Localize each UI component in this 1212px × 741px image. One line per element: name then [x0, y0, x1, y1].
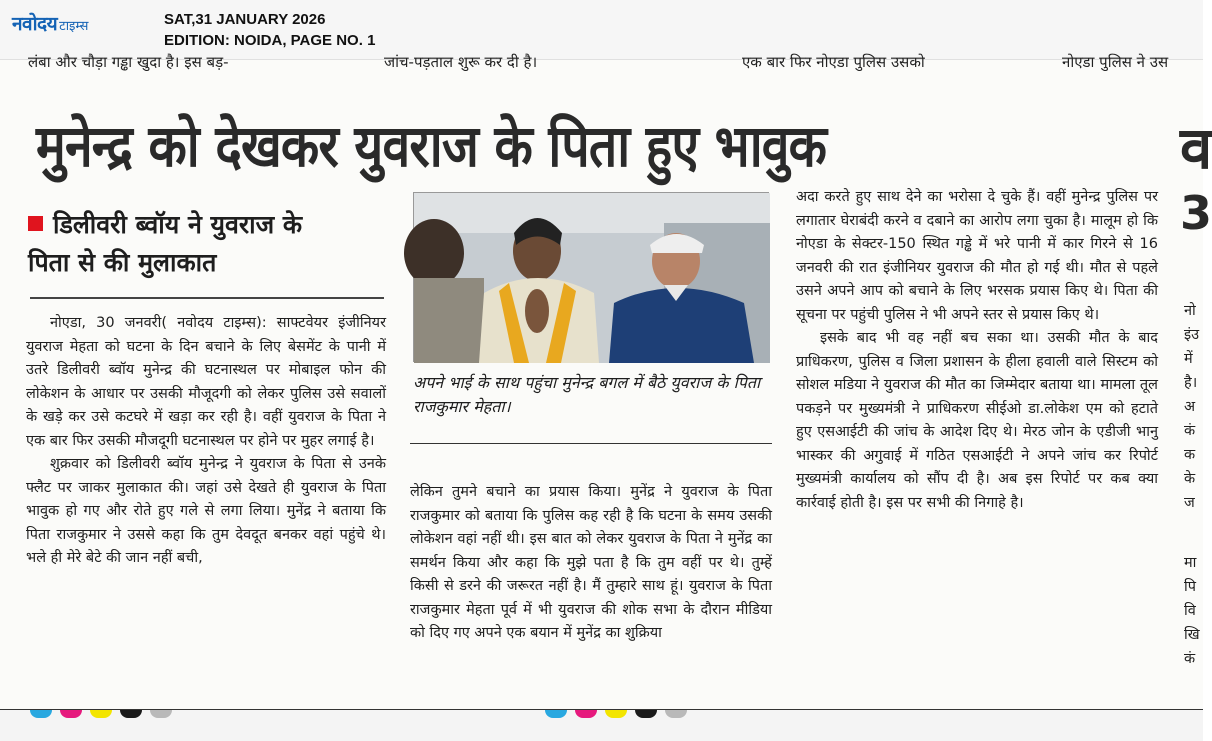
divider	[30, 297, 384, 299]
article-subheadline	[28, 206, 378, 282]
text-fragment: वि	[1184, 603, 1196, 619]
edition-page: EDITION: NOIDA, PAGE NO. 1	[164, 32, 376, 49]
text-fragment: है।	[1184, 375, 1198, 391]
text-fragment: इंउ	[1184, 327, 1200, 343]
clipped-top-text: जांच-पड़ताल शुरू कर दी है।	[384, 53, 538, 71]
photo-caption: अपने भाई के साथ पहुंचा मुनेन्द्र बगल में बैठे युवराज के पिता राजकुमार मेहता।	[413, 373, 761, 416]
issue-date: SAT,31 JANUARY 2026	[164, 11, 326, 28]
registration-dot	[575, 710, 597, 718]
text-fragment: क	[1184, 447, 1196, 463]
text-fragment: अ	[1184, 399, 1196, 415]
registration-dot	[60, 710, 82, 718]
subheadline-line: पिता से की मुलाकात	[28, 248, 217, 277]
paragraph: इसके बाद भी वह नहीं बच सका था। उसकी मौत के बाद प्राधिकरण, पुलिस व जिला प्रशासन के हीला हवाली वाले सिस्टम को सोशल मडिया ने युवराज की मौत का जिम्मेदार बताया था। मामला तूल पकड़ने पर मुख्यमंत्री ने प्राधिकरण सीईओ डा.लोकेश एम को हटाते हुए एसआईटी की जांच के आदेश दिए थे। मेरठ जोन के एडीजी भानु भास्कर की अगुवाई में गठित एसआईटी ने अपने जांच कर रिपोर्ट मुख्यमंत्री कार्यालय को सौंप दी है। अब इस रिपोर्ट पर कब क्या कार्रवाई होती है। इस पर सभी की निगाहे है।	[796, 330, 1158, 511]
clipped-top-text: एक बार फिर नोएडा पुलिस उसको	[742, 53, 925, 71]
paragraph: शुक्रवार को डिलीवरी ब्वॉय मुनेन्द्र ने युवराज के पिता से उनके फ्लैट पर जाकर मुलाकात की। जहां उसे देखते ही युवराज के पिता भावुक हो गए और रोते हुए गले से लगा लिया। मुनेंद्र ने बताया कि पिता राजकुमार ने उससे कहा कि तुम देवदूत बनकर वहां पहुंचे थे। भले ही मेरे बेटे की जान नहीं बची,	[26, 456, 386, 566]
top-bar	[0, 0, 1203, 60]
text-fragment: खि	[1184, 627, 1200, 643]
text-fragment: ज	[1184, 495, 1195, 511]
newspaper-logo[interactable]	[12, 10, 88, 34]
registration-dot	[665, 710, 687, 718]
text-fragment: नो	[1184, 303, 1196, 319]
registration-dot	[635, 710, 657, 718]
registration-dot	[30, 710, 52, 718]
paragraph: अदा करते हुए साथ देने का भरोसा दे चुके हैं। वहीं मुनेन्द्र पुलिस पर लगातार घेराबंदी करने व दबाने का आरोप लगा चुका है। मालूम हो कि नोएडा के सेक्टर-150 स्थित गड्ढे में भरे पानी में कार गिरने से 16 जनवरी की रात इंजीनियर युवराज की मौत हो गई थी। मौत से पहले उसने अपने आप को बचाने के लिए भरसक प्रयास किए थे। पिता की सूचना पर पहुंची पुलिस ने भी अपने स्तर से प्रयास किए थे।	[796, 189, 1158, 323]
text-fragment: कं	[1184, 423, 1196, 439]
text-fragment: के	[1184, 471, 1196, 487]
registration-dot	[90, 710, 112, 718]
red-bullet-icon	[28, 216, 43, 231]
registration-dot	[545, 710, 567, 718]
logo-subtext: टाइम्स	[59, 19, 89, 34]
text-fragment: पि	[1184, 579, 1196, 595]
print-registration-bar	[0, 709, 1203, 741]
registration-dot	[150, 710, 172, 718]
registration-dot	[120, 710, 142, 718]
subheadline-line: डिलीवरी ब्वॉय ने युवराज के	[53, 210, 303, 239]
clipped-top-text: नोएडा पुलिस ने उस	[1062, 53, 1169, 71]
article-headline: मुनेन्द्र को देखकर युवराज के पिता हुए भावुक	[36, 112, 827, 180]
text-fragment: में	[1184, 351, 1193, 367]
article-photo	[413, 192, 769, 362]
article-column-1	[26, 312, 386, 571]
edition-info	[164, 9, 375, 51]
article-column-2	[410, 481, 772, 646]
newspaper-page	[0, 53, 1212, 741]
text-fragment: मा	[1184, 555, 1197, 571]
divider	[410, 443, 772, 444]
photo-illustration	[414, 193, 770, 363]
logo-text: नवोदय	[12, 13, 58, 35]
clipped-top-text: लंबा और चौड़ा गड्ढा खुदा है। इस बड़-	[28, 53, 229, 71]
adjacent-subhead-fragment: 3	[1180, 186, 1212, 240]
text-fragment: कं	[1184, 651, 1196, 667]
paragraph: लेकिन तुमने बचाने का प्रयास किया। मुनेंद्र ने युवराज के पिता राजकुमार को बताया कि पुलिस कह रही है कि घटना के समय उसकी लोकेशन वहां नहीं थी। इस बात को लेकर युवराज के पिता ने मुनेंद्र का समर्थन किया और कहा कि मुझे पता है कि तुम वहीं पर थे। तुम्हें किसी से डरने की जरूरत नहीं है। मैं तुम्हारे साथ हूं। युवराज के पिता राजकुमार मेहता पूर्व में भी युवराज की शोक सभा के दौरान मीडिया को दिए गए अपने एक बयान में मुनेंद्र का शुक्रिया	[410, 484, 772, 641]
registration-dot	[605, 710, 627, 718]
adjacent-headline-fragment: व	[1180, 114, 1212, 182]
paragraph: नोएडा, 30 जनवरी( नवोदय टाइम्स): साफ्टवेयर इंजीनियर युवराज मेहता को घटना के दिन बचाने के लिए बेसमेंट के पानी में उतरे डिलीवरी ब्वॉय मुनेन्द्र की घटनास्थल पर मोबाइल फोन की लोकेशन के आधार पर उसकी मौजूदगी को लेकर पुलिस उसे सवालों के खड़े कर उसे कटघरे में खड़ा कर रही है। वहीं युवराज के पिता ने एक बार फिर उसकी मौजदूगी घटनास्थल पर होने पर मुहर लगाई है।	[26, 315, 386, 449]
article-column-3	[796, 186, 1158, 515]
adjacent-article-edge	[1176, 60, 1212, 741]
